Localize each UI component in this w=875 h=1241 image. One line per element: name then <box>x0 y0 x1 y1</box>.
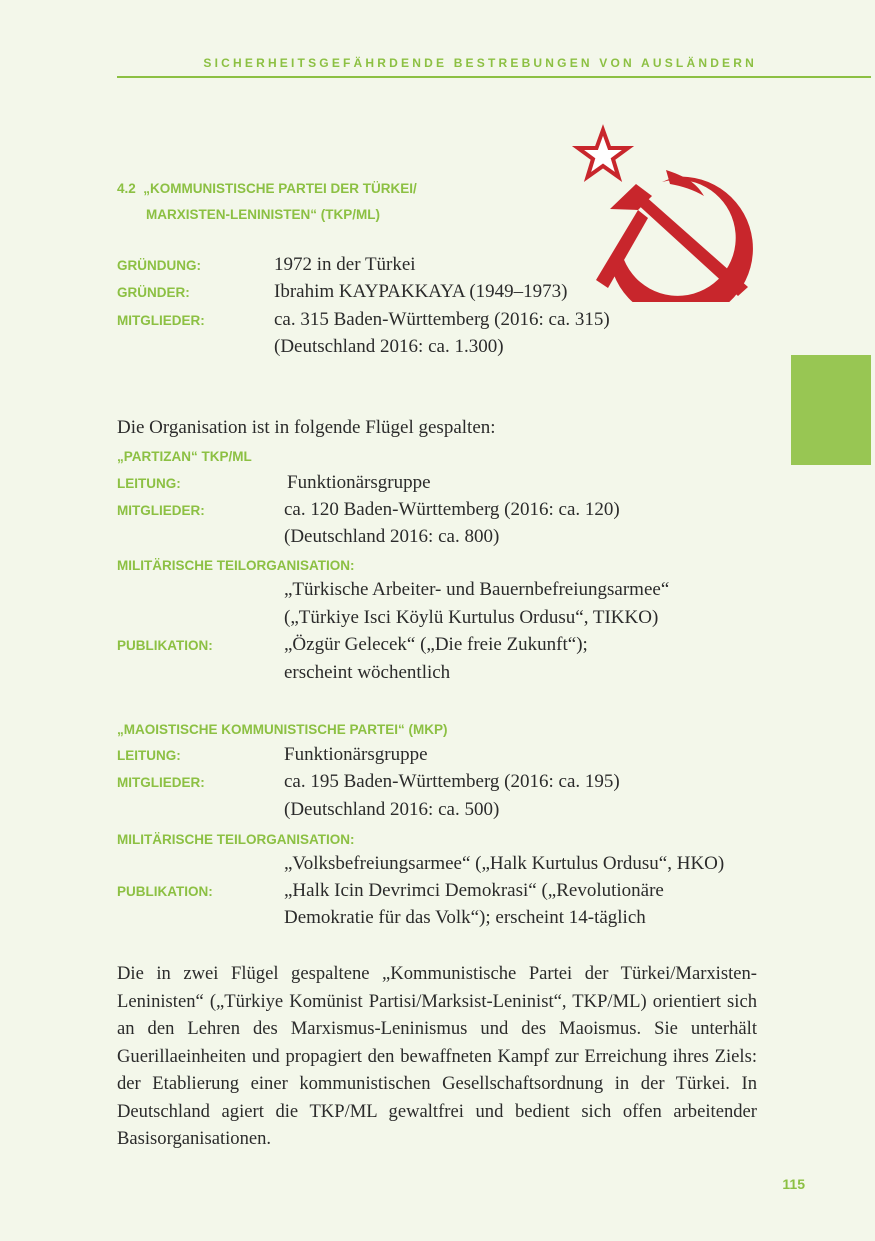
partizan-mitglieder-value-line2: (Deutschland 2016: ca. 800) <box>284 526 500 547</box>
partizan-publikation-label: PUBLIKATION: <box>117 638 213 653</box>
partizan-militaer-value-line1: „Türkische Arbeiter- und Bauernbefreiungsarmee“ <box>284 579 670 600</box>
mkp-mitglieder-value-line2: (Deutschland 2016: ca. 500) <box>284 799 500 820</box>
chapter-side-tab <box>791 355 871 465</box>
mitglieder-value-line2: (Deutschland 2016: ca. 1.300) <box>274 336 504 357</box>
gruender-label: GRÜNDER: <box>117 285 190 300</box>
gruender-value: Ibrahim KAYPAKKAYA (1949–1973) <box>274 281 568 302</box>
mkp-publikation-value-line1: „Halk Icin Devrimci Demokrasi“ („Revolutionäre <box>284 880 664 901</box>
gruendung-label: GRÜNDUNG: <box>117 258 201 273</box>
mkp-leitung-value: Funktionärsgruppe <box>284 744 428 765</box>
section-title-line1: „KOMMUNISTISCHE PARTEI DER TÜRKEI/ <box>143 181 417 196</box>
hammer-and-sickle-star-icon <box>556 122 761 302</box>
partizan-publikation-value-line2: erscheint wöchentlich <box>284 662 451 683</box>
partizan-leitung-value: Funktionärsgruppe <box>287 472 431 493</box>
section-title <box>117 176 417 228</box>
mkp-mitglieder-label: MITGLIEDER: <box>117 775 205 790</box>
page-number: 115 <box>782 1176 805 1192</box>
mitglieder-value-line1: ca. 315 Baden-Württemberg (2016: ca. 315) <box>274 309 610 330</box>
mkp-publikation-value-line2: Demokratie für das Volk“); erscheint 14-täglich <box>284 907 646 928</box>
mkp-heading: „MAOISTISCHE KOMMUNISTISCHE PARTEI“ (MKP) <box>117 722 448 737</box>
section-title-line2: MARXISTEN-LENINISTEN“ (TKP/ML) <box>146 207 380 222</box>
mkp-leitung-label: LEITUNG: <box>117 748 181 763</box>
section-number: 4.2 <box>117 181 136 196</box>
intro-text: Die Organisation ist in folgende Flügel gespalten: <box>117 417 496 438</box>
header-rule <box>117 76 871 78</box>
partizan-publikation-value-line1: „Özgür Gelecek“ („Die freie Zukunft“); <box>284 634 588 655</box>
mkp-militaer-label: MILITÄRISCHE TEILORGANISATION: <box>117 832 355 847</box>
gruendung-value: 1972 in der Türkei <box>274 254 416 275</box>
partizan-mitglieder-value-line1: ca. 120 Baden-Württemberg (2016: ca. 120) <box>284 499 620 520</box>
partizan-mitglieder-label: MITGLIEDER: <box>117 503 205 518</box>
partizan-militaer-label: MILITÄRISCHE TEILORGANISATION: <box>117 558 355 573</box>
mkp-publikation-label: PUBLIKATION: <box>117 884 213 899</box>
mitglieder-label: MITGLIEDER: <box>117 313 205 328</box>
partizan-heading: „PARTIZAN“ TKP/ML <box>117 449 252 464</box>
mkp-militaer-value: „Volksbefreiungsarmee“ („Halk Kurtulus Ordusu“, HKO) <box>284 853 725 874</box>
running-head: SICHERHEITSGEFÄHRDENDE BESTREBUNGEN VON AUSLÄNDERN <box>203 56 757 70</box>
mkp-mitglieder-value-line1: ca. 195 Baden-Württemberg (2016: ca. 195) <box>284 771 620 792</box>
partizan-militaer-value-line2: („Türkiye Isci Köylü Kurtulus Ordusu“, TIKKO) <box>284 607 659 628</box>
body-paragraph: Die in zwei Flügel gespaltene „Kommunistische Partei der Türkei/Marxisten-Leninisten“ („Türkiye Komünist Partisi/Marksist-Leninist“, TKP/ML) orientiert sich an den Lehren des Marxismus-Leninismus und des Maoismus. Sie unterhält Guerillaeinheiten und propagiert den bewaffneten Kampf zur Erreichung ihres Ziels: der Etablierung einer kommunistischen Gesellschaftsordnung in der Türkei. In Deutschland agiert die TKP/ML gewaltfrei und bedient sich offen arbeitender Basisorganisationen. <box>117 963 757 1149</box>
partizan-leitung-label: LEITUNG: <box>117 476 181 491</box>
